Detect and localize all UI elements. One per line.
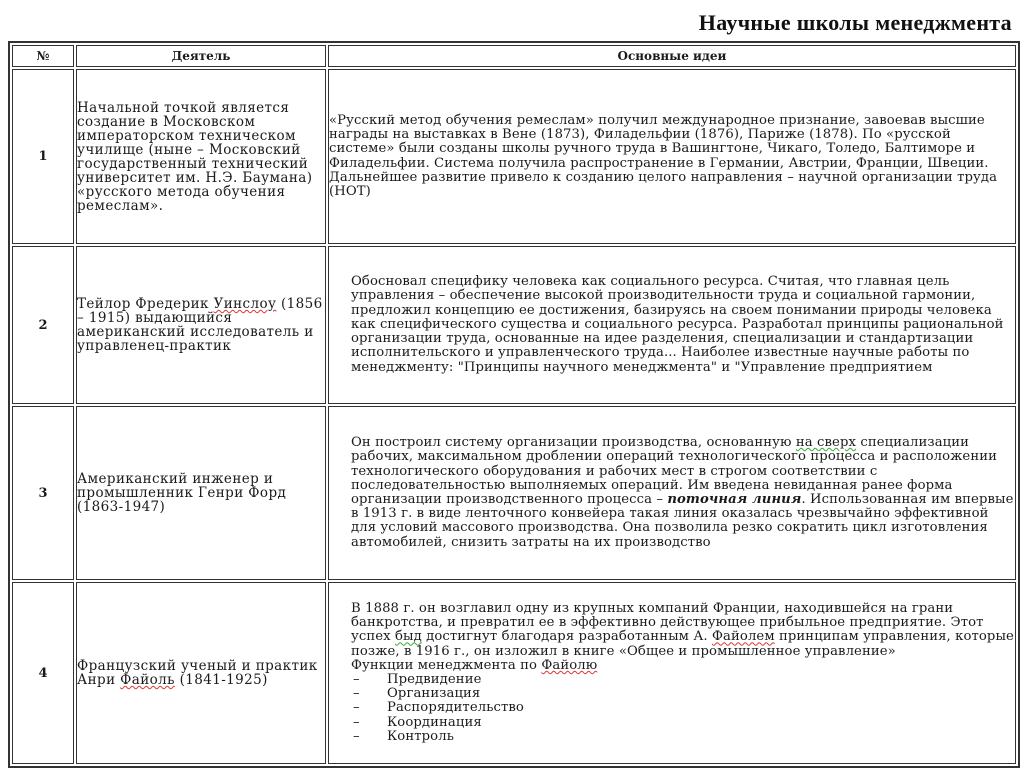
grammar-marked-words: на сверх — [795, 435, 857, 451]
management-schools-table — [8, 41, 1020, 768]
dash-bullet-icon: – — [353, 700, 360, 716]
header-actor: Деятель — [76, 45, 326, 67]
list-item — [351, 730, 1015, 744]
spellcheck-marked-word: Файолю — [541, 657, 598, 673]
row-number: 3 — [12, 406, 74, 580]
ideas-text: . Использованная им впервые в 1913 г. в виде ленточного конвейера такая линия оказалась чрезвычайно эффективной для условий массового производства. Она позволила резко сократить цикл изготовления автомобилей, снизить затраты на их производство — [351, 492, 1014, 550]
dash-bullet-icon: – — [353, 672, 360, 687]
spellcheck-marked-word: Файоль — [120, 672, 175, 688]
function-label: Распорядительство — [387, 700, 524, 716]
function-label: Организация — [387, 686, 481, 702]
ideas-cell — [328, 406, 1016, 580]
list-item — [351, 701, 1015, 715]
actor-cell — [76, 246, 326, 404]
actor-text: Французский ученый и практик Анри — [77, 658, 318, 688]
ideas-cell: Обосновал специфику человека как социального ресурса. Считая, что главная цель управления – обеспечение высокой производительности труда и социальной гармонии, предложил концепцию ее достижения, базируясь на своем понимании природы человека как специфического существа и социального ресурса. Разработал принципы рациональной организации труда, основанные на идее разделения, специализации и стандартизации исполнительского и управленческого труда... Наиболее известные научные работы по менеджменту: "Принципы научного менеджмента" и "Управление предприятием — [328, 246, 1016, 404]
actor-name: Тейлор Фредерик — [77, 296, 209, 312]
table-row — [12, 406, 1016, 580]
actor-cell: Начальной точкой является создание в Московском императорском техническом училище (ныне – Московский государственный технический университет им. Н.Э. Баумана) «русского метода обучения ремеслам». — [76, 69, 326, 244]
dash-bullet-icon: – — [353, 728, 360, 744]
table-row — [12, 69, 1016, 244]
page-title: Научные школы менеджмента — [698, 10, 1012, 35]
ideas-paragraph — [351, 602, 1015, 659]
actor-description: (1856 – 1915) выдающийся американский исследователь и управленец-практик — [77, 296, 323, 354]
ideas-text: В 1888 г. он возглавил одну из крупных компаний Франции, находившейся на грани банкротства, и превратил ее в эффективно действующее прибыльное предприятие. Этот успех — [351, 600, 984, 645]
grammar-marked-word: быд — [394, 629, 422, 645]
row-number: 2 — [12, 246, 74, 404]
emphasized-term: поточная линия — [667, 492, 802, 507]
ideas-text: принципам управления, которые позже, в 1916 г., он изложил в книге «Общее и промышленное управление» — [351, 629, 1014, 659]
function-label: Координация — [387, 714, 482, 730]
actor-cell — [76, 582, 326, 764]
table-header-row — [12, 45, 1016, 67]
header-number: № — [12, 45, 74, 67]
functions-heading-text: Функции менеджмента по — [351, 657, 542, 673]
spellcheck-marked-word: Уинслоу — [213, 296, 277, 312]
actor-text: (1841-1925) — [174, 672, 268, 688]
list-item — [351, 687, 1015, 701]
row-number: 4 — [12, 582, 74, 764]
dash-bullet-icon: – — [353, 686, 360, 702]
actor-cell: Американский инженер и промышленник Генри Форд (1863-1947) — [76, 406, 326, 580]
functions-heading — [351, 659, 1015, 673]
list-item — [351, 673, 1015, 687]
function-label: Предвидение — [387, 672, 482, 687]
header-ideas: Основные идеи — [328, 45, 1016, 67]
functions-list — [351, 673, 1015, 744]
spellcheck-marked-word: Файолем — [712, 629, 775, 645]
row-number: 1 — [12, 69, 74, 244]
function-label: Контроль — [387, 728, 454, 744]
ideas-cell: «Русский метод обучения ремеслам» получил международное признание, завоевав высшие награды на выставках в Вене (1873), Филадельфии (1876), Париже (1878). По «русской системе» были созданы школы ручного труда в Вашингтоне, Чикаго, Толедо, Балтиморе и Филадельфии. Система получила распространение в Германии, Австрии, Франции, Швеции. Дальнейшее развитие привело к созданию целого направления – научной организации труда (НОТ) — [328, 69, 1016, 244]
ideas-text: Он построил систему организации производства, основанную — [351, 435, 796, 451]
ideas-text: достигнут благодаря разработанным А. — [421, 629, 712, 645]
ideas-cell — [328, 582, 1016, 764]
table-row — [12, 582, 1016, 764]
table-row — [12, 246, 1016, 404]
list-item — [351, 716, 1015, 730]
ideas-text: специализации рабочих, максимальном дроблении операций технологического процесса и расположении технологического оборудования и рабочих мест в строгом соответствии с последовательностью выполняемых операций. Им введена невиданная ранее форма организации производственного процесса – — [351, 435, 997, 507]
dash-bullet-icon: – — [353, 714, 360, 730]
